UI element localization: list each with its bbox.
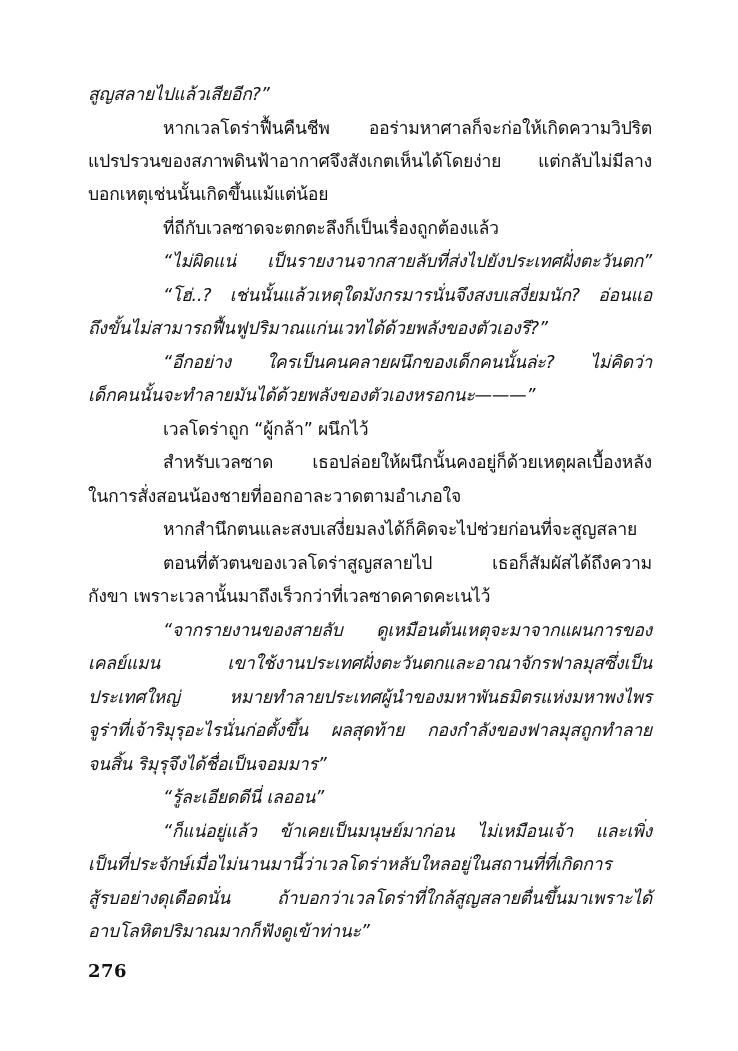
text-line: อาบโลหิตปริมาณมากก็ฟังดูเข้าท่านะ” [88, 922, 370, 942]
text-line: หากสำนึกตนและสงบเสงี่ยมลงได้ก็คิดจะไปช่วยก่อนที่จะสูญสลาย [163, 520, 638, 540]
page-number: 276 [88, 961, 128, 982]
text-line: แปรปรวนของสภาพดินฟ้าอากาศจึงสังเกตเห็นได้โดยง่าย แต่กลับไม่มีลาง [88, 152, 652, 172]
text-line: เป็นที่ประจักษ์เมื่อไม่นานมานี้ว่าเวลโดร่าหลับใหลอยู่ในสถานที่ที่เกิดการ [88, 855, 612, 875]
text-line: ตอนที่ตัวตนของเวลโดร่าสูญสลายไป เธอก็สัมผัสได้ถึงความ [163, 554, 652, 574]
text-line: “ไม่ผิดแน่ เป็นรายงานจากสายลับที่ส่งไปยังประเทศฝั่งตะวันตก” [163, 252, 652, 272]
text-line: เด็กคนนั้นจะทำลายมันได้ด้วยพลังของตัวเองหรอกนะ———” [88, 386, 536, 406]
text-line: ในการสั่งสอนน้องชายที่ออกอาละวาดตามอำเภอใจ [88, 487, 462, 507]
text-line: สูญสลายไปแล้วเสียอีก?” [88, 85, 270, 105]
text-line: “จากรายงานของสายลับ ดูเหมือนต้นเหตุจะมาจากแผนการของ [163, 621, 652, 641]
text-line: จูร่าที่เจ้าริมุรุอะไรนั่นก่อตั้งขึ้น ผลสุดท้าย กองกำลังของฟาลมุสถูกทำลาย [88, 721, 652, 741]
text-line: กังขา เพราะเวลานั้นมาถึงเร็วกว่าที่เวลซาดคาดคะเนไว้ [88, 587, 491, 607]
text-line: ที่ถีกับเวลซาดจะตกตะลึงก็เป็นเรื่องถูกต้องแล้ว [163, 219, 499, 239]
text-line: สำหรับเวลซาด เธอปล่อยให้ผนึกนั้นคงอยู่ก็ด้วยเหตุผลเบื้องหลัง [163, 453, 652, 473]
text-line: เวลโดร่าถูก “ผู้กล้า” ผนึกไว้ [163, 420, 369, 440]
text-line: ถึงขั้นไม่สามารถฟื้นฟูปริมาณแก่นเวทได้ด้วยพลังของตัวเองรึ?” [88, 319, 548, 339]
text-line: เคลย์แมน เขาใช้งานประเทศฝั่งตะวันตกและอาณาจักรฟาลมุสซึ่งเป็น [88, 654, 652, 674]
text-line: “รู้ละเอียดดีนี่ เลออน” [163, 788, 324, 808]
text-line: “โฮ่..? เช่นนั้นแล้วเหตุใดมังกรมารนั่นจึงสงบเสงี่ยมนัก? อ่อนแอ [163, 286, 652, 306]
text-line: สู้รบอย่างดุเดือดนั่น ถ้าบอกว่าเวลโดร่าที่ใกล้สูญสลายตื่นขึ้นมาเพราะได้ [88, 889, 652, 909]
text-line: บอกเหตุเช่นนั้นเกิดขึ้นแม้แต่น้อย [88, 185, 329, 205]
text-line: “อีกอย่าง ใครเป็นคนคลายผนึกของเด็กคนนั้นล่ะ? ไม่คิดว่า [163, 353, 652, 373]
text-line: หากเวลโดร่าฟื้นคืนชีพ ออร่ามหาศาลก็จะก่อให้เกิดความวิปริต [163, 119, 652, 139]
text-line: “ก็แน่อยู่แล้ว ข้าเคยเป็นมนุษย์มาก่อน ไม่เหมือนเจ้า และเพิ่ง [163, 822, 652, 842]
text-line: จนสิ้น ริมุรุจึงได้ชื่อเป็นจอมมาร” [88, 755, 327, 775]
text-line: ประเทศใหญ่ หมายทำลายประเทศผู้นำของมหาพันธมิตรแห่งมหาพงไพร [88, 688, 652, 708]
